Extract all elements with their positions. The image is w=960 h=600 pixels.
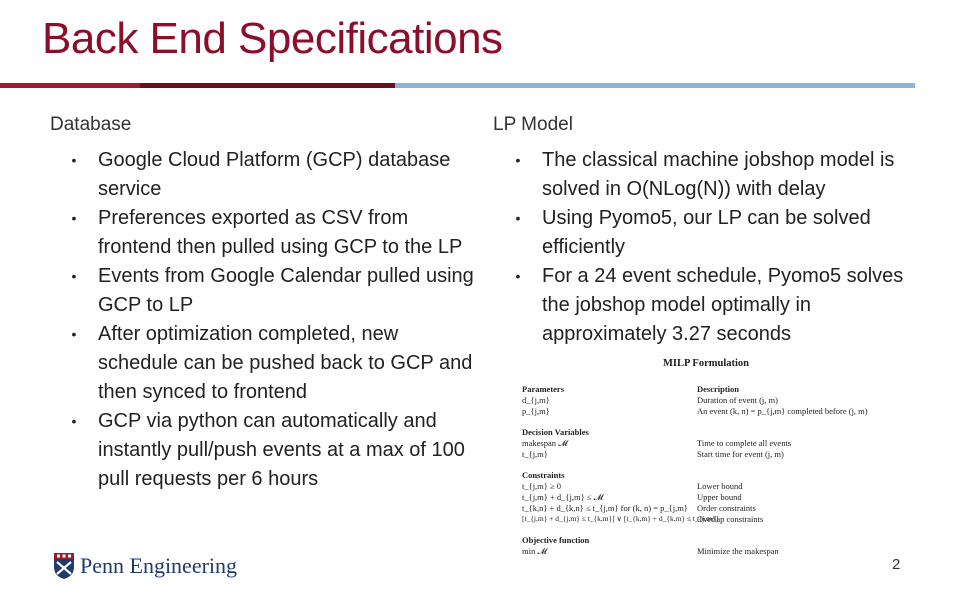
bullet-text: Google Cloud Platform (GCP) database service [98, 149, 451, 200]
database-heading: Database [50, 114, 132, 135]
bullet-item [64, 407, 474, 494]
constraint-symbol: t_{j,m} + d_{j,m} ≤ 𝓜 [522, 492, 604, 502]
bullet-dot-icon: • [515, 210, 521, 226]
bullet-text: GCP via python can automatically and instantly pull/push events at a max of 100 pull requests per 6 hours [98, 410, 465, 490]
bullet-dot-icon: • [515, 152, 521, 168]
decision-description: Time to complete all events [697, 438, 792, 448]
bullet-text: The classical machine jobshop model is solved in O(NLog(N)) with delay [542, 149, 895, 200]
database-bullet-list [64, 146, 474, 494]
bullet-text: After optimization completed, new schedule can be pushed back to GCP and then synced to frontend [98, 323, 473, 403]
bullet-item [64, 262, 474, 320]
milp-formulation-table [520, 354, 892, 566]
bullet-dot-icon: • [71, 413, 77, 429]
bullet-dot-icon: • [71, 210, 77, 226]
decision-symbol: t_{j,m} [522, 449, 548, 459]
penn-shield-icon [52, 552, 76, 580]
objective-description: Minimize the makespan [697, 546, 779, 556]
bullet-dot-icon: • [515, 268, 521, 284]
penn-engineering-logo [52, 550, 237, 582]
constraint-description: Order constraints [697, 503, 756, 513]
decision-description: Start time for event (j, m) [697, 449, 784, 459]
decision-variables-label: Decision Variables [522, 427, 589, 437]
bullet-item [508, 146, 918, 204]
bullet-item [64, 320, 474, 407]
page-number: 2 [892, 556, 901, 573]
bullet-text: Events from Google Calendar pulled using GCP to LP [98, 265, 474, 316]
title-rule-blue [395, 83, 915, 88]
constraint-description: Lower bound [697, 481, 743, 491]
slide-title: Back End Specifications [42, 14, 503, 63]
bullet-text: Using Pyomo5, our LP can be solved efficiently [542, 207, 871, 258]
param-symbol: p_{j,m} [522, 406, 550, 416]
bullet-dot-icon: • [71, 152, 77, 168]
objective-label: Objective function [522, 535, 590, 545]
param-description: Duration of event (j, m) [697, 395, 778, 405]
constraint-symbol: t_{j,m} ≥ 0 [522, 481, 562, 491]
logo-text: Penn Engineering [80, 553, 238, 578]
lp-model-bullet-list [508, 146, 918, 349]
param-description: An event (k, n) = p_{j,m} completed before (j, m) [697, 406, 868, 416]
lp-model-heading: LP Model [493, 114, 573, 135]
objective-symbol: min 𝓜 [522, 546, 547, 556]
constraint-symbol: [t_{j,m} + d_{j,m} ≤ t_{k,m}] ∨ [t_{k,m} + d_{k,m} ≤ t_{j,m}] [522, 514, 719, 523]
bullet-item [64, 204, 474, 262]
param-symbol: d_{j,m} [522, 395, 550, 405]
constraint-symbol: t_{k,n} + d_{k,n} ≤ t_{j,m} for (k, n) = p_{j,m} [522, 503, 688, 513]
decision-symbol: makespan 𝓜 [522, 438, 568, 448]
title-rule-red [0, 83, 140, 88]
constraints-label: Constraints [522, 470, 565, 480]
bullet-item [64, 146, 474, 204]
bullet-text: Preferences exported as CSV from frontend then pulled using GCP to the LP [98, 207, 463, 258]
constraint-description: Overlap constraints [697, 514, 764, 524]
bullet-dot-icon: • [71, 268, 77, 284]
bullet-text: For a 24 event schedule, Pyomo5 solves the jobshop model optimally in approximately 3.27 seconds [542, 265, 904, 345]
title-rule-dark [140, 83, 395, 88]
bullet-dot-icon: • [71, 326, 77, 342]
milp-title: MILP Formulation [662, 358, 750, 369]
bullet-item [508, 262, 918, 349]
description-label: Description [697, 384, 740, 394]
bullet-item [508, 204, 918, 262]
parameters-label: Parameters [522, 384, 565, 394]
constraint-description: Upper bound [697, 492, 742, 502]
